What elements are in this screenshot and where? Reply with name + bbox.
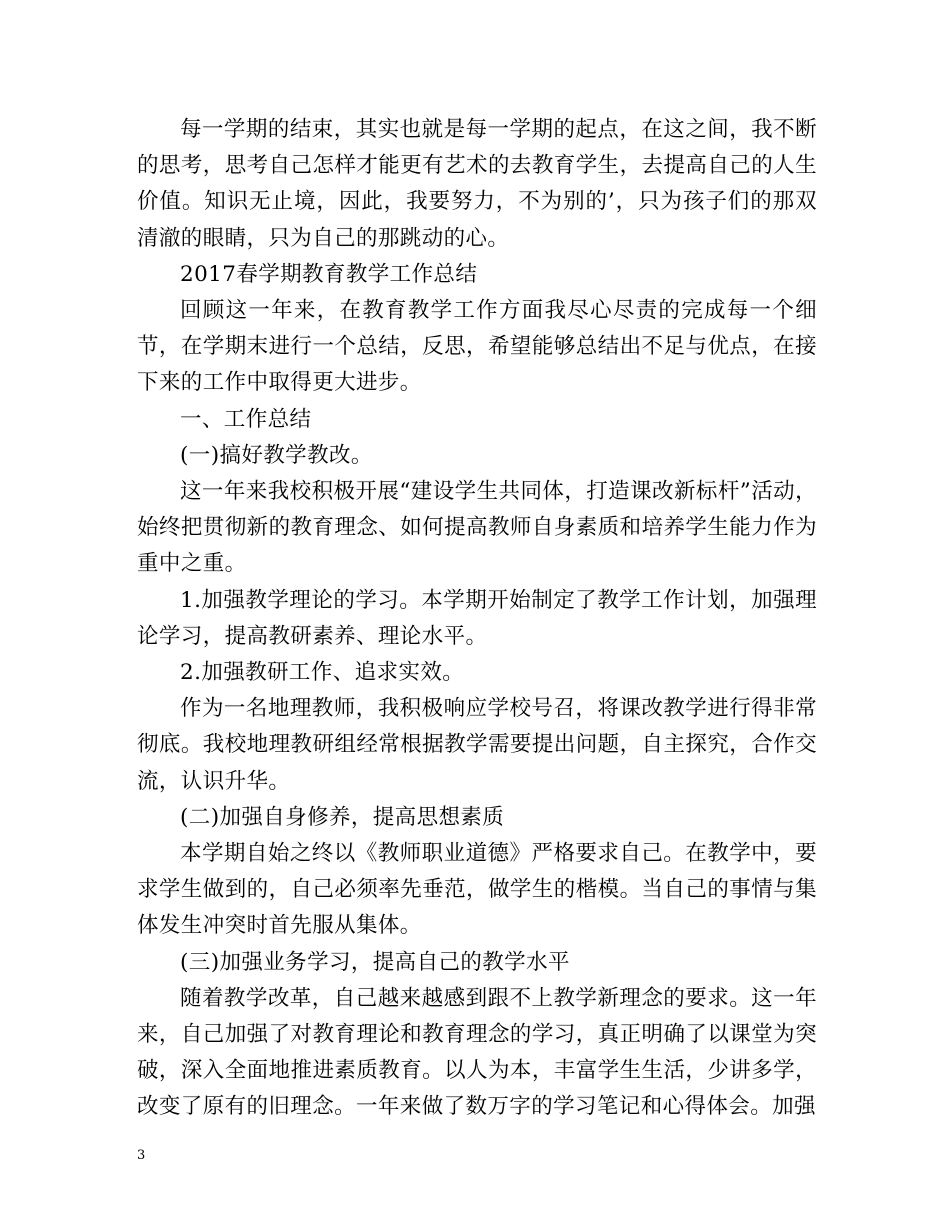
paragraph-reflection: 每一学期的结束，其实也就是每一学期的起点，在这之间，我不断的思考，思考自己怎样才能更有艺术的去教育学生，去提高自己的人生价值。知识无止境，因此，我要努力，不为别的’，只为孩子们的那双清澈的眼睛，只为自己的那跳动的心。 xyxy=(137,117,817,251)
paragraph-ethics: 本学期自始之终以《教师职业道德》严格要求自己。在教学中，要求学生做到的，自己必须率先垂范，做学生的楷模。当自己的事情与集体发生冲突时首先服从集体。 xyxy=(137,841,817,939)
section-title: 2017春学期教育教学工作总结 xyxy=(180,261,478,287)
item-research-work: 2.加强教研工作、追求实效。 xyxy=(180,660,465,686)
subheading-professional-study: (三)加强业务学习，提高自己的教学水平 xyxy=(180,949,570,975)
page-number: 3 xyxy=(137,1148,146,1163)
paragraph-review: 回顾这一年来，在教育教学工作方面我尽心尽责的完成每一个细节，在学期末进行一个总结，反思，希望能够总结出不足与优点，在接下来的工作中取得更大进步。 xyxy=(137,298,817,396)
paragraph-geography-teacher: 作为一名地理教师，我积极响应学校号召，将课改教学进行得非常彻底。我校地理教研组经常根据教学需要提出问题，自主探究，合作交流，认识升华。 xyxy=(137,696,817,794)
heading-work-summary: 一、工作总结 xyxy=(180,406,312,432)
document-body xyxy=(137,112,817,1126)
subheading-teaching-reform: (一)搞好教学教改。 xyxy=(180,442,373,468)
item-theory-study: 1.加强教学理论的学习。本学期开始制定了教学工作计划，加强理论学习，提高教研素养、理论水平。 xyxy=(137,587,817,649)
paragraph-teaching-reform-study: 随着教学改革，自己越来越感到跟不上教学新理念的要求。这一年来，自己加强了对教育理论和教育理念的学习，真正明确了以课堂为突破，深入全面地推进素质教育。以人为本，丰富学生生活，少讲多学，改变了原有的旧理念。一年来做了数万字的学习笔记和心得体会。加强 xyxy=(137,985,817,1120)
subheading-self-cultivation: (二)加强自身修养，提高思想素质 xyxy=(180,804,505,830)
paragraph-activities: 这一年来我校积极开展“建设学生共同体，打造课改新标杆”活动，始终把贯彻新的教育理念、如何提高教师自身素质和培养学生能力作为重中之重。 xyxy=(137,479,817,577)
